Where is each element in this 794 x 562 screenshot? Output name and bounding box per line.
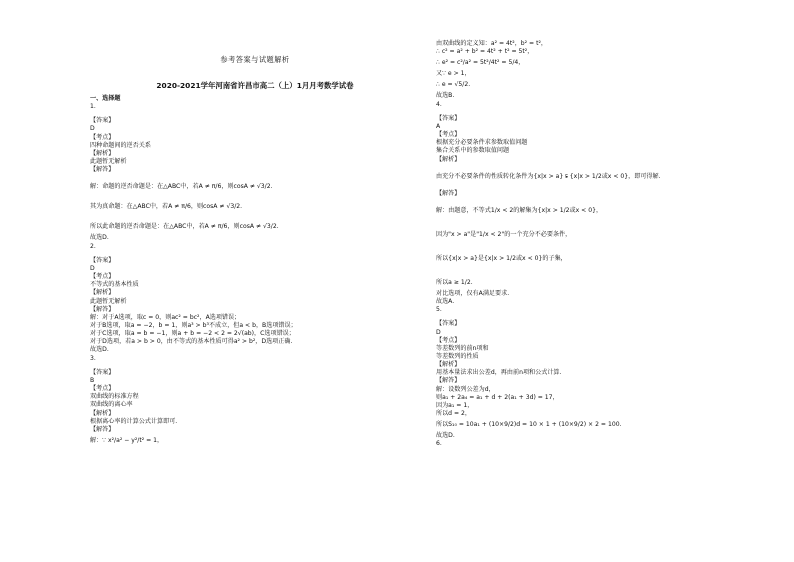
- solution-line: 故选B.: [436, 92, 455, 100]
- kaodian-text: 不等式的基本性质: [90, 281, 139, 289]
- answer-label: 【答案】: [436, 114, 461, 122]
- answer-value: D: [90, 264, 95, 272]
- kaodian-text: 等差数列的性质: [436, 352, 479, 360]
- solution-line: 所以{x|x > a}是{x|x > 1/2或x < 0}的子集，: [436, 254, 567, 262]
- kaodian-text: 四种命题间的逆否关系: [90, 141, 151, 149]
- solution-line: 对比选项，仅有A满足要求.: [436, 289, 510, 297]
- solution-line: 解：设数列公差为d，: [436, 385, 495, 393]
- solution-line: 对于C选项，取a = b = −1，则a + b = −2 < 2 = 2√(ab)，C选项错误；: [90, 330, 295, 338]
- question-number: 5.: [436, 306, 442, 314]
- jiexi-text: 根据离心率的计算公式计算即可.: [90, 417, 178, 425]
- solution-line: 对于B选项，取a = −2，b = 1，则a³ > b³不成立，但a < b，B选项错误；: [90, 321, 297, 329]
- solution-line: 解：对于A选项，取c = 0，则ac² = bc²，A选项错误；: [90, 313, 241, 321]
- solution-line: ∴ c² = a² + b² = 4t² + t² = 5t²，: [436, 48, 534, 56]
- solution-line: ∴ e² = c²/a² = 5t²/4t² = 5/4，: [436, 59, 525, 67]
- solution-line: 由双曲线的定义知：a² = 4t²，b² = t²，: [436, 40, 548, 47]
- jiexi-label: 【解析】: [436, 155, 461, 163]
- answer-label: 【答案】: [90, 368, 115, 376]
- solution-line: 故选A.: [436, 298, 455, 306]
- question-number: 4.: [436, 100, 442, 108]
- solution-line: 所以此命题的逆否命题是：在△ABC中，若A ≠ π/6，则cosA ≠ √3/2.: [90, 223, 279, 231]
- section-heading: 一、选择题: [90, 95, 121, 102]
- solution-line: 则a₁ + 2a₄ = a₁ + d + 2(a₁ + 3d) = 17，: [436, 393, 559, 401]
- solution-line: 又∵ e > 1，: [436, 70, 471, 78]
- jieda-label: 【解答】: [90, 425, 115, 433]
- question-number: 2.: [90, 242, 96, 250]
- jiexi-label: 【解析】: [90, 289, 115, 297]
- answer-label: 【答案】: [90, 256, 115, 264]
- kaodian-label: 【考点】: [90, 273, 115, 281]
- solution-line: 因为a₁ = 1，: [436, 401, 474, 409]
- doc-title: 参考答案与试题解析: [220, 55, 290, 64]
- solution-line: 对于D选项，若a > b > 0，由不等式的基本性质可得a² > b²，D选项正确.: [90, 338, 293, 346]
- jiexi-text: 由充分不必要条件的性质转化条件为{x|x > a} ⫋ {x|x > 1/2或x < 0}，即可得解.: [436, 172, 661, 180]
- kaodian-text: 双曲线的离心率: [90, 401, 133, 409]
- question-number: 3.: [90, 354, 96, 362]
- jiexi-text: 此题暂无解析: [90, 297, 127, 305]
- kaodian-label: 【考点】: [90, 385, 115, 393]
- kaodian-label: 【考点】: [436, 131, 461, 139]
- solution-line: 所以S₁₀ = 10a₁ + (10×9/2)d = 10 × 1 + (10×9/2) × 2 = 100.: [436, 421, 622, 429]
- solution-line: ∴ e = √5/2.: [436, 81, 471, 89]
- jieda-label: 【解答】: [436, 189, 461, 197]
- jiexi-label: 【解析】: [90, 409, 115, 417]
- question-number: 6.: [436, 440, 442, 448]
- jieda-label: 【解答】: [90, 305, 115, 313]
- right-column: [436, 40, 766, 449]
- jiexi-label: 【解析】: [90, 149, 115, 157]
- solution-line: 所以a ≥ 1/2.: [436, 278, 473, 286]
- solution-line: 解：命题的逆否命题是：在△ABC中，若A ≠ π/6，则cosA ≠ √3/2.: [90, 183, 273, 191]
- solution-line: 所以d = 2，: [436, 410, 472, 418]
- solution-line: 故选D.: [436, 432, 455, 440]
- answer-label: 【答案】: [90, 117, 115, 125]
- solution-line: 故选D.: [90, 346, 109, 354]
- answer-label: 【答案】: [436, 320, 461, 328]
- kaodian-label: 【考点】: [90, 133, 115, 141]
- kaodian-text: 根据充分必要条件求参数取值问题: [436, 139, 528, 147]
- kaodian-text: 双曲线的标准方程: [90, 393, 139, 401]
- solution-line: 其为真命题：在△ABC中，若A ≠ π/6，则cosA ≠ √3/2.: [90, 203, 243, 211]
- jiexi-text: 此题暂无解析: [90, 158, 127, 166]
- exam-title: 2020-2021学年河南省许昌市高二（上）1月月考数学试卷: [156, 81, 354, 90]
- jieda-label: 【解答】: [90, 166, 115, 174]
- kaodian-label: 【考点】: [436, 336, 461, 344]
- jiexi-text: 用基本量法求出公差d，再由前n项和公式计算.: [436, 369, 562, 377]
- solution-line: 因为"x > a"是"1/x < 2"的一个充分不必要条件，: [436, 230, 572, 238]
- solution-line: 故选D.: [90, 234, 109, 242]
- solution-line: 解：∵ x²/a² − y²/t² = 1，: [90, 437, 164, 444]
- answer-value: D: [90, 125, 95, 133]
- solution-line: 解：由题意，不等式1/x < 2的解集为{x|x > 1/2或x < 0}，: [436, 206, 603, 214]
- jieda-label: 【解答】: [436, 377, 461, 385]
- left-column: [90, 0, 420, 448]
- answer-value: D: [436, 328, 441, 336]
- jiexi-label: 【解析】: [436, 361, 461, 369]
- answer-value: A: [436, 122, 441, 130]
- kaodian-text: 等差数列的前n项和: [436, 344, 489, 352]
- question-number: 1.: [90, 103, 96, 111]
- answer-value: B: [90, 376, 95, 384]
- kaodian-text: 集合关系中的参数取值问题: [436, 147, 510, 155]
